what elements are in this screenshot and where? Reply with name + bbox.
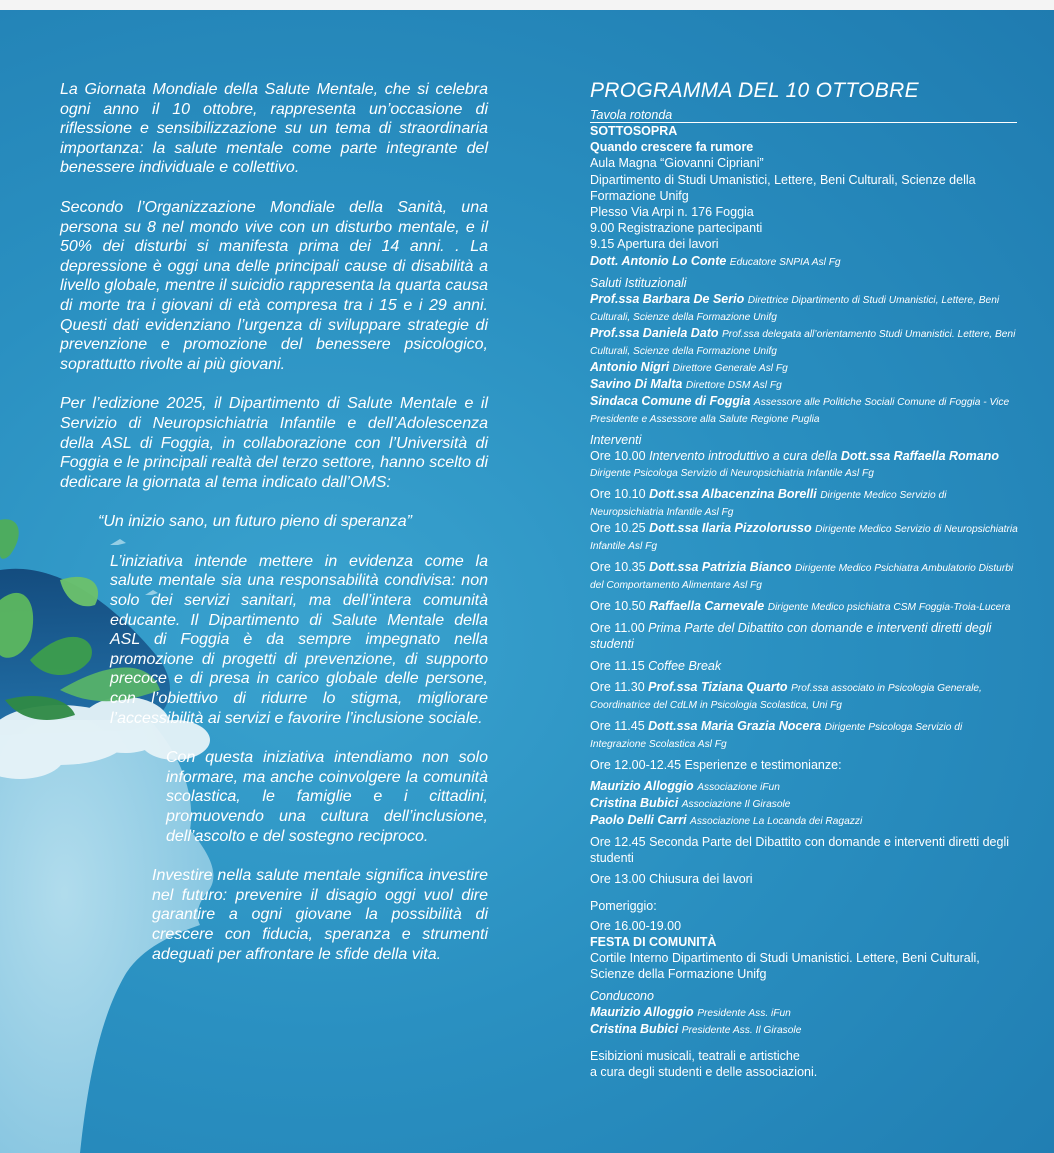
event-subtitle: Quando crescere fa rumore <box>590 140 754 155</box>
pomeriggio: Pomeriggio: <box>590 898 657 913</box>
program <box>590 78 1020 1080</box>
intro-paragraph-5: Con questa iniziativa intendiamo non solo informare, ma anche coinvolgere la comunità scolastica, le famiglie e i cittadini, promuovendo una cultura dell’inclusione, dell’ascolto e del sostegno reciproco. <box>166 749 488 845</box>
intervento: Ore 10.00 Intervento introduttivo a cura della Dott.ssa Raffaella Romano Dirigente Psicologa Servizio di Neuropsichiatria Infantile Asl Fg <box>590 449 1000 480</box>
intro-paragraph-3: Per l’edizione 2025, il Dipartimento di Salute Mentale e il Servizio di Neuropsichiatria Infantile e dell’Adolescenza della ASL di Foggia, in collaborazione con l’Università di Foggia e le principali realtà del terzo settore, hanno scelto di dedicare la giornata al tema indicato dall’OMS: <box>60 395 488 491</box>
tavola-rotonda: Tavola rotonda <box>590 108 1017 123</box>
intervento: Ore 10.35 Dott.ssa Patrizia Bianco Dirigente Medico Psichiatra Ambulatorio Disturbi del Comportamento Alimentare Asl Fg <box>590 560 1014 592</box>
dibattito-2: Ore 12.45 Seconda Parte del Dibattito con domande e interventi diretti degli studenti <box>590 835 1010 866</box>
conduttore: Cristina Bubici Presidente Ass. Il Girasole <box>590 1021 802 1036</box>
moderator: Dott. Antonio Lo Conte Educatore SNPIA Asl Fg <box>590 253 841 268</box>
speaker: Prof.ssa Daniela Dato Prof.ssa delegata all’orientamento Studi Umanistici. Lettere, Beni Culturali, Scienze della Formazione Unifg <box>590 325 1016 357</box>
intervento: Ore 10.25 Dott.ssa Ilaria Pizzolorusso Dirigente Medico Servizio di Neuropsichiatria Infantile Asl Fg <box>590 521 1018 553</box>
event-name: SOTTOSOPRA <box>590 124 678 138</box>
chiusura: Ore 13.00 Chiusura dei lavori <box>590 872 753 887</box>
registration: 9.00 Registrazione partecipanti <box>590 221 763 236</box>
program-title: PROGRAMMA DEL 10 OTTOBRE <box>590 79 919 102</box>
interventi-heading: Interventi <box>590 432 642 447</box>
speaker: Sindaca Comune di Foggia Assessore alle Politiche Sociali Comune di Foggia - Vice Presidente e Assessore alla Salute Regione Puglia <box>590 393 1010 425</box>
festa-venue: Cortile Interno Dipartimento di Studi Umanistici. Lettere, Beni Culturali, Scienze della Formazione Unifg <box>590 951 980 982</box>
venue-department: Dipartimento di Studi Umanistici, Lettere, Beni Culturali, Scienze della Formazione Unifg <box>590 172 976 203</box>
intervento: Ore 11.30 Prof.ssa Tiziana Quarto Prof.ssa associato in Psicologia Generale, Coordinatrice del CdLM in Psicologia Scolastica, Uni Fg <box>590 679 982 711</box>
speaker: Savino Di Malta Direttore DSM Asl Fg <box>590 376 782 391</box>
intro-paragraph-2: Secondo l’Organizzazione Mondiale della Sanità, una persona su 8 nel mondo vive con un disturbo mentale, e il 50% dei disturbi si manifesta prima dei 14 anni. . La depressione è oggi una delle principali cause di disabilità a livello globale, mentre il suicidio rappresenta la quarta causa di morte tra i giovani di età compresa tra i 15 e i 29 anni. Questi dati evidenziano l’urgenza di sviluppare strategie di prevenzione e promozione del benessere psicologico, soprattutto rivolte ai più giovani. <box>60 198 488 373</box>
venue-address: Plesso Via Arpi n. 176 Foggia <box>590 205 754 220</box>
esperienze: Ore 12.00-12.45 Esperienze e testimonianze: <box>590 757 842 772</box>
intervento: Ore 10.50 Raffaella Carnevale Dirigente Medico psichiatra CSM Foggia-Troia-Lucera <box>590 599 1011 614</box>
intro-paragraph-1: La Giornata Mondiale della Salute Mentale, che si celebra ogni anno il 10 ottobre, rappresenta un’occasione di riflessione e sensibilizzazione su un tema di straordinaria importanza: la salute mentale come parte integrante del benessere individuale e collettivo. <box>60 81 488 177</box>
intervento: Ore 11.45 Dott.ssa Maria Grazia Nocera Dirigente Psicologa Servizio di Integrazione Scolastica Asl Fg <box>590 718 963 750</box>
intervento: Ore 11.00 Prima Parte del Dibattito con domande e interventi diretti degli studenti <box>590 621 992 652</box>
speaker: Antonio Nigri Direttore Generale Asl Fg <box>590 359 788 374</box>
testimone: Maurizio Alloggio Associazione iFun <box>590 779 780 794</box>
speaker: Prof.ssa Barbara De Serio Direttrice Dipartimento di Studi Umanistici, Lettere, Beni Culturali, Scienze della Formazione Unifg <box>590 291 1000 323</box>
saluti-heading: Saluti Istituzionali <box>590 275 687 290</box>
esibizioni-2: a cura degli studenti e delle associazioni. <box>590 1065 818 1080</box>
intervento: Ore 11.15 Coffee Break <box>590 658 722 673</box>
esibizioni-1: Esibizioni musicali, teatrali e artistiche <box>590 1048 800 1063</box>
venue-hall: Aula Magna “Giovanni Cipriani” <box>590 156 764 171</box>
intro-text <box>60 80 488 964</box>
theme-quote: “Un inizio sano, un futuro pieno di speranza” <box>98 513 412 531</box>
conducono-heading: Conducono <box>590 988 654 1003</box>
intro-paragraph-4: L’iniziativa intende mettere in evidenza come la salute mentale sia una responsabilità condivisa: non solo dei servizi sanitari, ma dell’intera comunità educante. Il Dipartimento di Salute Mentale della ASL di Foggia è da sempre impegnato nella promozione di progetti di prevenzione, di supporto precoce e di presa in carico globale delle persone, con l’obiettivo di ridurre lo stigma, migliorare l’accessibilità ai servizi e favorire l’inclusione sociale. <box>110 552 488 727</box>
opening: 9.15 Apertura dei lavori <box>590 237 719 252</box>
intro-paragraph-6: Investire nella salute mentale significa investire nel futuro: prevenire il disagio oggi vuol dire garantire a ogni giovane la possibilità di crescere con fiducia, speranza e strumenti adeguati per affrontare le sfide della vita. <box>152 867 488 963</box>
pomeriggio-time: Ore 16.00-19.00 <box>590 918 682 933</box>
testimone: Cristina Bubici Associazione Il Girasole <box>590 796 791 811</box>
festa-title: FESTA DI COMUNITÀ <box>590 935 717 950</box>
testimone: Paolo Delli Carri Associazione La Locanda dei Ragazzi <box>590 813 863 828</box>
intervento: Ore 10.10 Dott.ssa Albacenzina Borelli Dirigente Medico Servizio di Neuropsichiatria Infantile Asl Fg <box>590 487 947 519</box>
conduttore: Maurizio Alloggio Presidente Ass. iFun <box>590 1004 791 1019</box>
